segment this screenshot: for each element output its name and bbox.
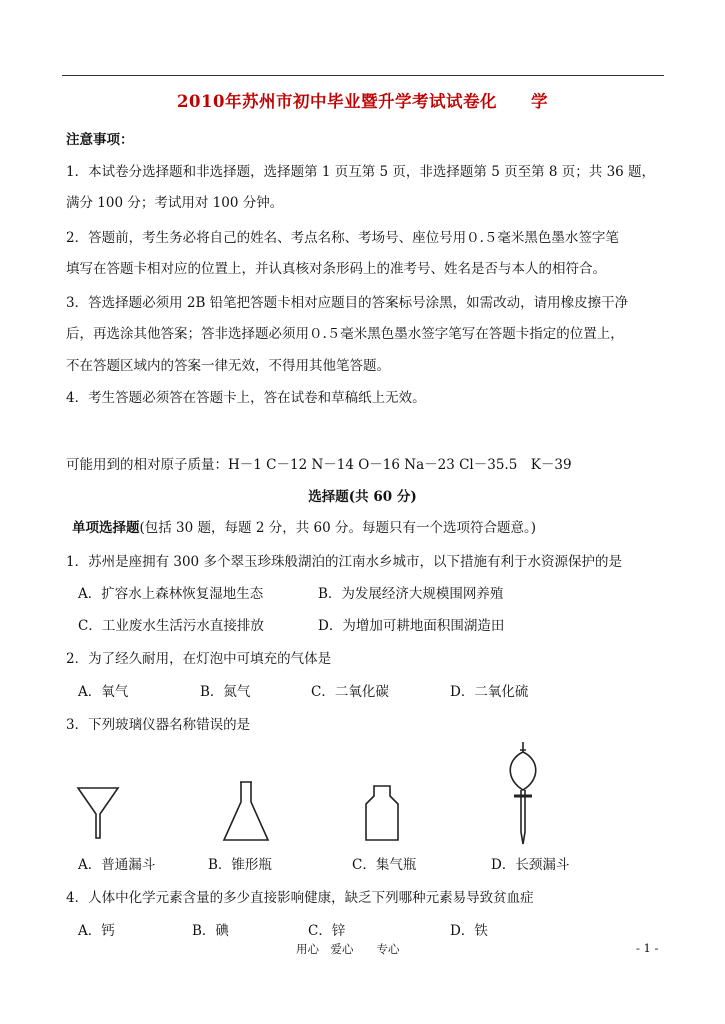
- gas-jar-icon: [358, 782, 406, 844]
- option-c: C．工业废水生活污水直接排放: [78, 618, 264, 634]
- option-d: D．二氧化硫: [450, 684, 529, 700]
- single-choice-intro: [72, 516, 536, 536]
- single-choice-desc: (包括 30 题，每题 2 分，共 60 分。每题只有一个选项符合题意。): [139, 520, 536, 536]
- option-b: B．氮气: [200, 684, 251, 700]
- option-b: B．为发展经济大规模围网养殖: [318, 586, 504, 602]
- question-stem: 1．苏州是座拥有 300 多个翠玉珍珠般湖泊的江南水乡城市，以下措施有利于水资源保护的是: [66, 554, 622, 570]
- notice-line: 后，再选涂其他答案；答非选择题必须用０.５毫米黑色墨水签字笔写在答题卡指定的位置上，: [66, 326, 624, 342]
- option-a: A．扩容水上森林恢复湿地生态: [78, 586, 264, 602]
- notice-line: 填写在答题卡相对应的位置上，并认真核对条形码上的准考号、姓名是否与本人的相符合。: [66, 261, 606, 277]
- option-a: A．氧气: [78, 684, 129, 700]
- option-a: A．钙: [78, 923, 115, 939]
- section-title: 选择题(共 60 分): [308, 489, 417, 505]
- notice-line: 1．本试卷分选择题和非选择题，选择题第 1 页互第 5 页，非选择题第 5 页至第 8 页；共 36 题，: [66, 164, 656, 180]
- option-a: A．普通漏斗: [78, 857, 156, 873]
- page-title: 2010年苏州市初中毕业暨升学考试试卷化 学: [177, 92, 548, 111]
- notice-line: 3．答选择题必须用 2B 铅笔把答题卡相对应题目的答案标号涂黑，如需改动，请用橡皮擦干净: [66, 295, 629, 311]
- single-choice-heading: 单项选择题: [72, 520, 140, 536]
- notice-line: 满分 100 分；考试用对 100 分钟。: [66, 195, 284, 211]
- question-stem: 3．下列玻璃仪器名称错误的是: [66, 717, 251, 733]
- option-d: D．为增加可耕地面积围湖造田: [318, 618, 505, 634]
- notice-line: 2．答题前，考生务必将自己的姓名、考点名称、考场号、座位号用０.５毫米黑色墨水签字笔: [66, 230, 619, 246]
- option-b: B．碘: [192, 923, 229, 939]
- separatory-funnel-icon: [500, 740, 546, 848]
- notice-line: 4．考生答题必须答在答题卡上，答在试卷和草稿纸上无效。: [66, 390, 426, 406]
- option-d: D．铁: [450, 923, 488, 939]
- option-d: D．长颈漏斗: [491, 857, 570, 873]
- option-b: B．锥形瓶: [208, 857, 272, 873]
- option-c: C．二氧化碳: [311, 684, 389, 700]
- page-number: - 1 -: [636, 941, 659, 955]
- funnel-icon: [74, 782, 124, 842]
- question-stem: 2．为了经久耐用，在灯泡中可填充的气体是: [66, 651, 332, 667]
- conical-flask-icon: [218, 778, 274, 846]
- question-stem: 4．人体中化学元素含量的多少直接影响健康，缺乏下列哪种元素易导致贫血症: [66, 890, 534, 906]
- option-c: C．锌: [308, 923, 346, 939]
- notice-line: 不在答题区域内的答案一律无效，不得用其他笔答题。: [66, 358, 390, 374]
- footer-motto: 用心 爱心 专心: [296, 942, 400, 956]
- atomic-mass-line: 可能用到的相对原子质量：H－1 C－12 N－14 O－16 Na－23 Cl－35.5 K－39: [66, 457, 572, 473]
- notice-heading: 注意事项：: [66, 132, 134, 148]
- option-c: C．集气瓶: [352, 857, 417, 873]
- header-rule: [62, 75, 664, 76]
